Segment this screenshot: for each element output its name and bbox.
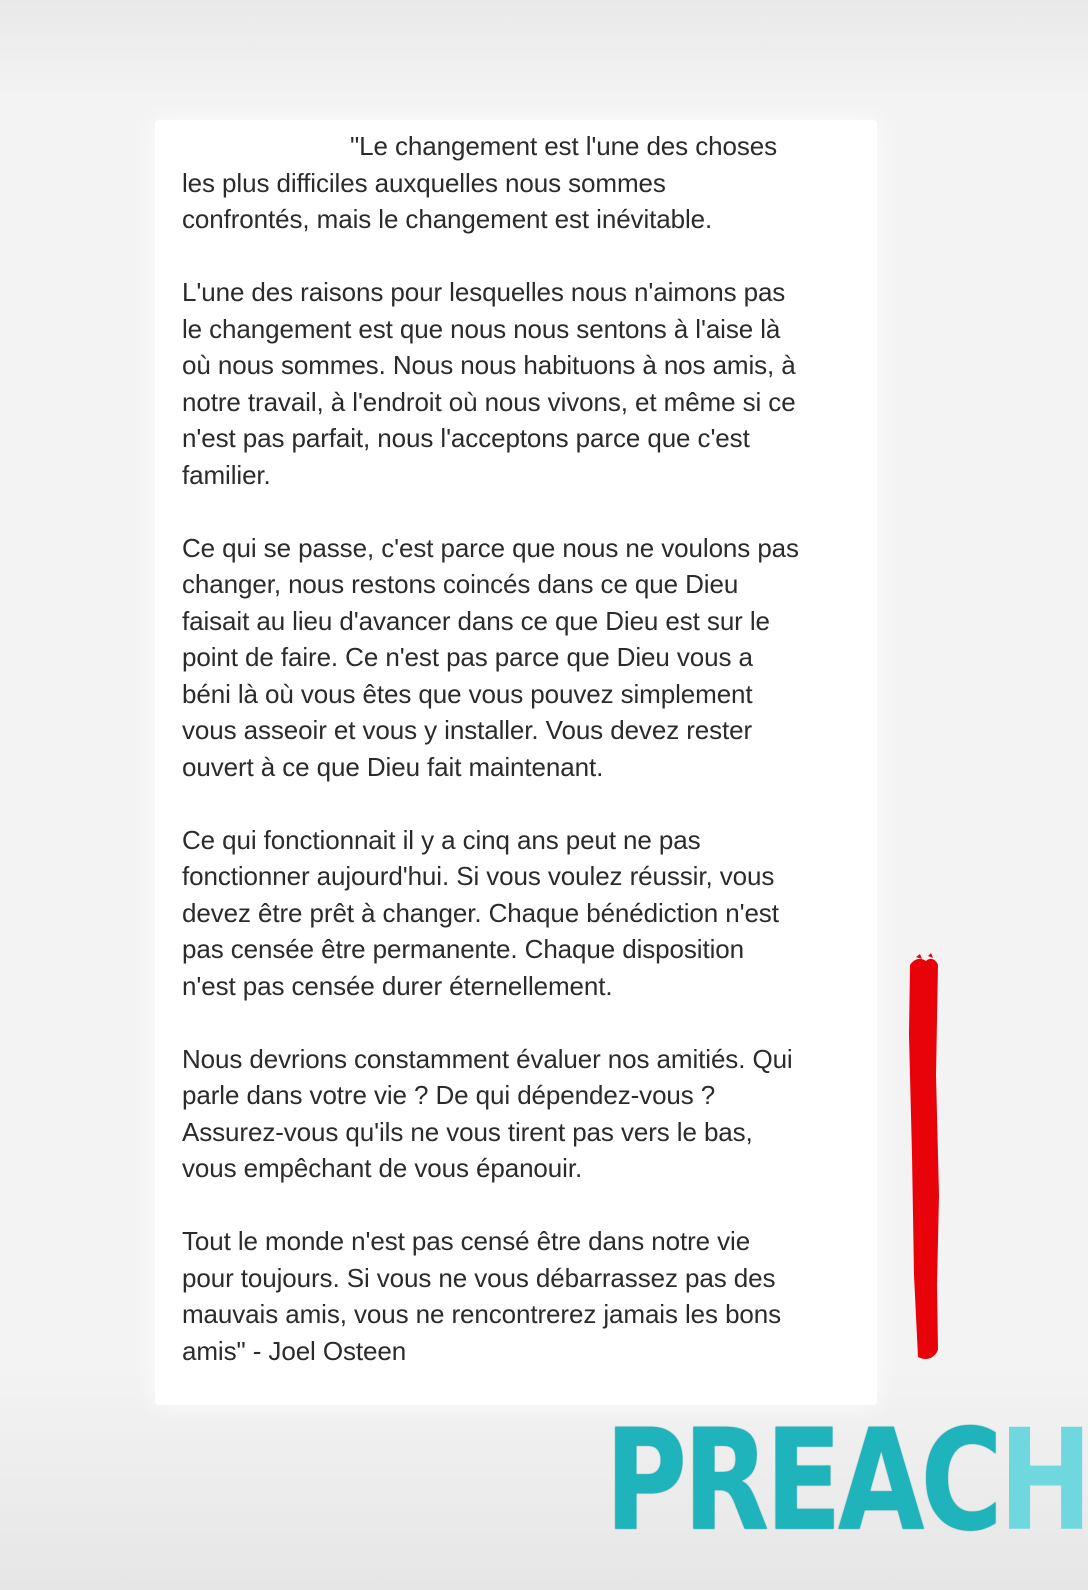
redacted-area: [182, 148, 350, 149]
quote-paragraph-6: Tout le monde n'est pas censé être dans notre vie pour toujours. Si vous ne vous débarrassez pas des mauvais amis, vous ne rencontrerez jamais les bons amis" - Joel Osteen: [182, 1226, 782, 1366]
quote-paragraph-1: [182, 128, 862, 238]
preach-sticker-last: H: [998, 1400, 1088, 1563]
red-brush-stroke-icon[interactable]: [906, 955, 942, 1367]
quote-paragraph-4: Ce qui fonctionnait il y a cinq ans peut ne pas fonctionner aujourd'hui. Si vous voulez réussir, vous devez être prêt à changer. Chaque bénédiction n'est pas censée être permanente. Chaque disposition n'est pas censée durer éternellement.: [182, 824, 779, 1001]
preach-sticker-main: PREAC: [605, 1400, 999, 1563]
quote-paragraph-2: L'une des raisons pour lesquelles nous n'aimons pas le changement est que nous nous sentons à l'aise là où nous sommes. Nous nous habituons à nos amis, à notre travail, à l'endroit où nous vivons, et même si ce n'est pas parfait, nous l'acceptons parce que c'est familier.: [182, 277, 796, 490]
quote-paragraph-1-text: "Le changement est l'une des choses les plus difficiles auxquelles nous sommes confrontés, mais le changement est inévitable.: [182, 131, 777, 234]
quote-paragraph-5: Nous devrions constamment évaluer nos amitiés. Qui parle dans votre vie ? De qui dépendez-vous ? Assurez-vous qu'ils ne vous tirent pas vers le bas, vous empêchant de vous épanouir.: [182, 1043, 793, 1183]
quote-paragraph-3: Ce qui se passe, c'est parce que nous ne voulons pas changer, nous restons coincés dans ce que Dieu faisait au lieu d'avancer dans ce que Dieu est sur le point de faire. Ce n'est pas parce que Dieu vous a béni là où vous êtes que vous pouvez simplement vous asseoir et vous y installer. Vous devez rester ouvert à ce que Dieu fait maintenant.: [182, 532, 799, 782]
preach-sticker[interactable]: [605, 1400, 1088, 1563]
quote-text: [182, 128, 862, 1369]
